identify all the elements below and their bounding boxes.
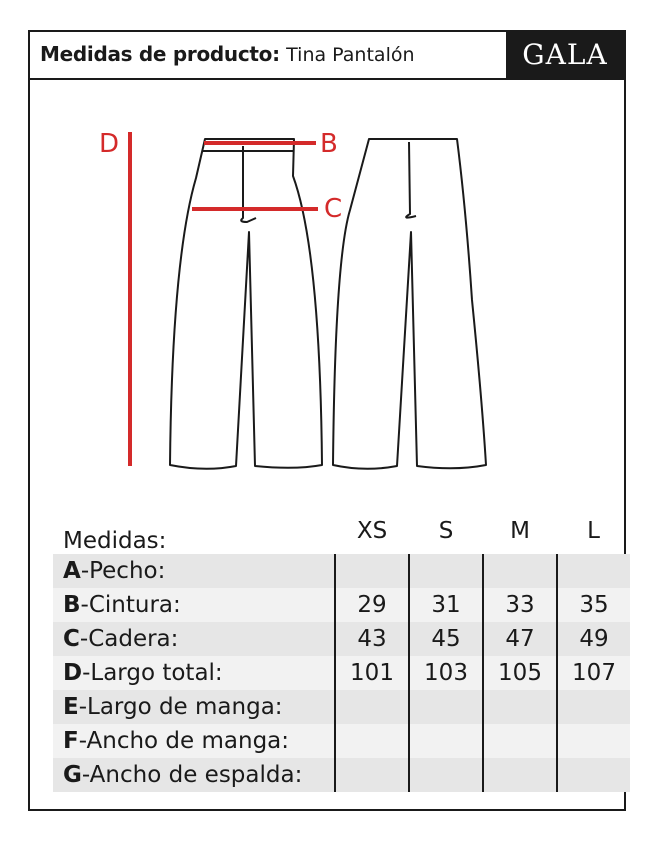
label-d: D [99, 129, 120, 159]
table-row [53, 554, 630, 588]
row-letter: A [63, 558, 81, 584]
table-row [53, 724, 630, 758]
table-cell: 107 [557, 656, 630, 690]
title-label: Medidas de producto: [40, 42, 280, 66]
table-row [53, 588, 630, 622]
table-cell [409, 690, 483, 724]
table-cell [557, 758, 630, 792]
table-cell [483, 554, 557, 588]
table-cell: 33 [483, 588, 557, 622]
table-cell: 45 [409, 622, 483, 656]
row-letter: B [63, 592, 81, 618]
size-table [53, 518, 630, 792]
table-cell [409, 724, 483, 758]
table-cell [557, 724, 630, 758]
table-cell [409, 758, 483, 792]
table-cell: 103 [409, 656, 483, 690]
row-letter: F [63, 728, 79, 754]
table-cell: 47 [483, 622, 557, 656]
size-header-row [53, 518, 630, 554]
table-cell [335, 724, 409, 758]
table-cell [335, 554, 409, 588]
row-label: -Cadera: [79, 626, 179, 652]
brand-logo: GALA [506, 32, 624, 78]
table-cell: 101 [335, 656, 409, 690]
table-cell: 35 [557, 588, 630, 622]
row-label: -Ancho de manga: [78, 728, 290, 754]
table-cell: 105 [483, 656, 557, 690]
row-letter: D [63, 660, 83, 686]
size-l: L [587, 518, 600, 544]
pants-back-drawing [333, 139, 486, 469]
table-cell [483, 758, 557, 792]
table-cell: 49 [557, 622, 630, 656]
size-m: M [510, 518, 530, 544]
table-cell: 31 [409, 588, 483, 622]
table-row [53, 656, 630, 690]
table-cell [409, 554, 483, 588]
row-label: -Largo total: [82, 660, 223, 686]
table-cell [483, 724, 557, 758]
table-cell [335, 758, 409, 792]
table-row [53, 758, 630, 792]
row-letter: E [63, 694, 79, 720]
table-row [53, 690, 630, 724]
pants-front-drawing [170, 139, 322, 469]
table-cell: 43 [335, 622, 409, 656]
product-name: Tina Pantalón [286, 44, 415, 66]
row-label: -Cintura: [80, 592, 181, 618]
table-cell: 29 [335, 588, 409, 622]
row-label: -Largo de manga: [78, 694, 283, 720]
pants-front-outline [170, 139, 322, 469]
row-letter: G [63, 762, 82, 788]
measurements-heading: Medidas: [63, 528, 167, 554]
table-cell [557, 690, 630, 724]
pants-back-seam [406, 142, 416, 218]
table-row [53, 622, 630, 656]
label-b: B [320, 129, 338, 159]
table-cell [335, 690, 409, 724]
row-label: -Pecho: [80, 558, 166, 584]
table-cell [483, 690, 557, 724]
table-cell [557, 554, 630, 588]
row-letter: C [63, 626, 80, 652]
size-xs: XS [356, 518, 388, 544]
label-c: C [324, 194, 343, 224]
size-s: S [438, 518, 454, 544]
row-label: -Ancho de espalda: [81, 762, 303, 788]
